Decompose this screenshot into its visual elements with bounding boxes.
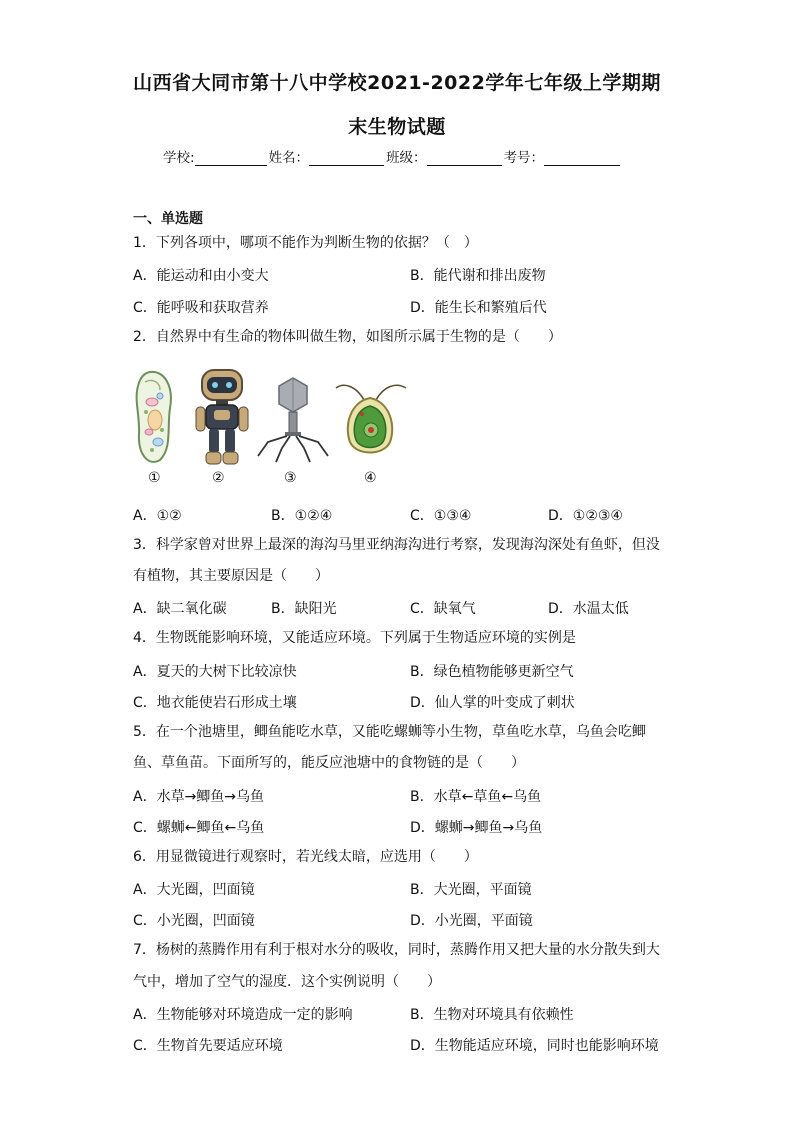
question-7-stem-line-1: 7．杨树的蒸腾作用有利于根对水分的吸收，同时，蒸腾作用又把大量的水分散失到大 xyxy=(133,942,660,958)
q6-option-d: D．小光圈，平面镜 xyxy=(410,913,533,929)
question-2-stem: 2．自然界中有生命的物体叫做生物，如图所示属于生物的是（ ） xyxy=(133,329,562,345)
q7-option-b: B．生物对环境具有依赖性 xyxy=(410,1007,574,1023)
q4-option-b: B．绿色植物能够更新空气 xyxy=(410,664,574,680)
name-blank xyxy=(309,151,384,166)
q4-option-c: C．地衣能使岩石形成土壤 xyxy=(133,695,297,711)
q3-option-d: D．水温太低 xyxy=(548,601,629,617)
exam-number-label: 考号： xyxy=(503,150,545,166)
question-3-stem-line-2: 有植物，其主要原因是（ ） xyxy=(133,568,329,584)
exam-number-blank xyxy=(544,151,620,166)
class-blank xyxy=(427,151,502,166)
question-1-stem: 1．下列各项中，哪项不能作为判断生物的依据？（ ） xyxy=(133,235,478,251)
q1-option-b: B．能代谢和排出废物 xyxy=(410,268,546,284)
q7-option-a: A．生物能够对环境造成一定的影响 xyxy=(133,1007,353,1023)
q1-option-a: A．能运动和由小变大 xyxy=(133,268,269,284)
title-line-1: 山西省大同市第十八中学校2021-2022学年七年级上学期期 xyxy=(133,72,661,94)
q4-option-a: A．夏天的大树下比较凉快 xyxy=(133,664,297,680)
question-4-stem: 4．生物既能影响环境，又能适应环境。下列属于生物适应环境的实例是 xyxy=(133,630,576,646)
q3-option-b: B．缺阳光 xyxy=(271,601,337,617)
q3-option-c: C．缺氧气 xyxy=(410,601,476,617)
paramecium-figure xyxy=(130,368,178,466)
q6-option-a: A．大光圈，凹面镜 xyxy=(133,882,255,898)
q4-option-d: D．仙人掌的叶变成了刺状 xyxy=(410,695,575,711)
question-6-stem: 6．用显微镜进行观察时，若光线太暗，应选用（ ） xyxy=(133,849,478,865)
q5-option-a: A．水草→鲫鱼→乌鱼 xyxy=(133,789,265,805)
question-5-stem-line-1: 5．在一个池塘里，鲫鱼能吃水草，又能吃螺蛳等小生物，草鱼吃水草，乌鱼会吃鲫 xyxy=(133,724,646,740)
figure-label-4: ④ xyxy=(364,470,377,486)
section-title: 一、单选题 xyxy=(133,211,203,227)
title-line-2: 末生物试题 xyxy=(348,116,446,138)
q5-option-b: B．水草←草鱼←乌鱼 xyxy=(410,789,542,805)
q5-option-c: C．螺蛳←鲫鱼←乌鱼 xyxy=(133,820,265,836)
q1-option-c: C．能呼吸和获取营养 xyxy=(133,300,269,316)
question-7-stem-line-2: 气中，增加了空气的湿度．这个实例说明（ ） xyxy=(133,974,441,990)
question-5-stem-line-2: 鱼、草鱼苗。下面所写的，能反应池塘中的食物链的是（ ） xyxy=(133,755,525,771)
q1-option-d: D．能生长和繁殖后代 xyxy=(410,300,547,316)
question-3-stem-line-1: 3．科学家曾对世界上最深的海沟马里亚纳海沟进行考察，发现海沟深处有鱼虾，但没 xyxy=(133,537,660,553)
figure-label-1: ① xyxy=(148,470,161,486)
q7-option-c: C．生物首先要适应环境 xyxy=(133,1038,283,1054)
q2-option-b: B．①②④ xyxy=(271,508,333,524)
robot-figure xyxy=(194,366,250,470)
q2-option-a: A．①② xyxy=(133,508,182,524)
name-label: 姓名： xyxy=(268,150,310,166)
school-blank xyxy=(195,151,267,166)
class-label: 班级： xyxy=(386,150,427,166)
q2-option-d: D．①②③④ xyxy=(548,508,623,524)
q6-option-c: C．小光圈，凹面镜 xyxy=(133,913,255,929)
chlamydomonas-figure xyxy=(334,376,408,464)
school-label: 学校: xyxy=(163,150,195,166)
q7-option-d: D．生物能适应环境，同时也能影响环境 xyxy=(410,1038,659,1054)
student-info-row xyxy=(163,146,622,166)
q5-option-d: D．螺蛳→鲫鱼→乌鱼 xyxy=(410,820,543,836)
q2-option-c: C．①③④ xyxy=(410,508,472,524)
figure-label-3: ③ xyxy=(284,470,297,486)
figure-label-2: ② xyxy=(212,470,225,486)
q3-option-a: A．缺二氧化碳 xyxy=(133,601,227,617)
q6-option-b: B．大光圈，平面镜 xyxy=(410,882,532,898)
virus-figure xyxy=(254,376,332,464)
